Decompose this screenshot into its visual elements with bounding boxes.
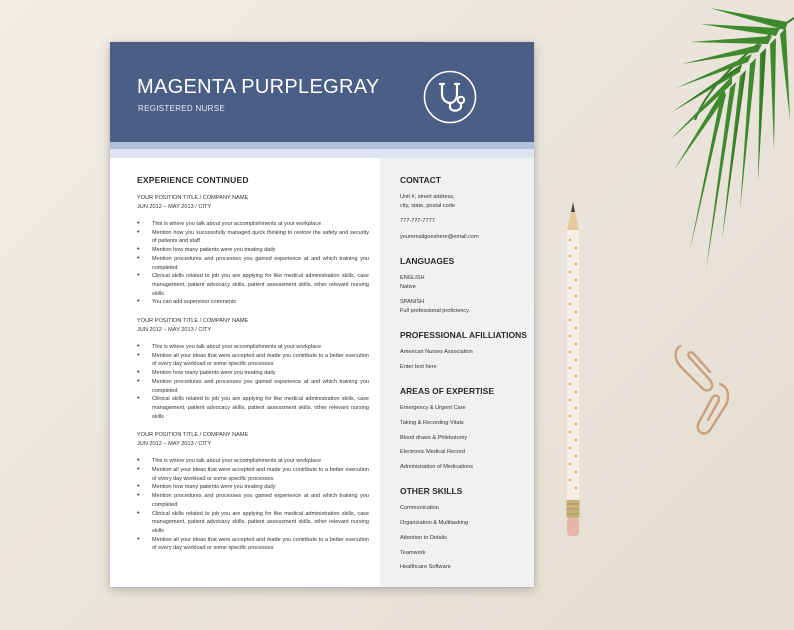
- job-title: YOUR POSITION TITLE / COMPANY NAME: [137, 195, 249, 201]
- experience-heading: EXPERIENCE CONTINUED: [137, 175, 249, 185]
- experience-section: [137, 175, 369, 563]
- candidate-name: MAGENTA PURPLEGRAY: [137, 76, 380, 98]
- paper-clip-image: [690, 378, 740, 440]
- job-bullet: • Mention how many patients were you treating daily: [137, 483, 369, 492]
- expertise-item: Administration of Medications: [400, 463, 474, 470]
- job-bullets: [137, 343, 369, 421]
- job-date: JUN 2012 – MAY 2013 / CITY: [137, 326, 212, 333]
- job-date: JUN 2012 – MAY 2013 / CITY: [137, 203, 212, 210]
- job-bullet: • Mention all your ideas that were accepted and made you contribute to a better execution of every day workload or some specific processes: [137, 536, 369, 553]
- skill-item: Attention to Details: [400, 534, 447, 541]
- email-address: youremailgoeshere@email.com: [400, 233, 479, 240]
- job-date: JUN 2012 – MAY 2013 / CITY: [137, 440, 212, 447]
- expertise-item: Emergency & Urgent Care: [400, 405, 466, 412]
- job-bullet: • Mention how many patients were you treating daily: [137, 369, 369, 378]
- skill-item: Organization & Multitasking: [400, 520, 469, 527]
- affiliations-heading: PROFESSIONAL AFILLIATIONS: [400, 330, 527, 340]
- other-skills-section: [400, 486, 528, 571]
- language-level: Full professional proficiency: [400, 307, 470, 314]
- expertise-item: Taking & Recording Vitals: [400, 419, 464, 426]
- language-level: Native: [400, 283, 416, 290]
- contact-section: [400, 175, 528, 241]
- job-bullet: • This is where you talk about your accomplishments at your workplace: [137, 457, 369, 466]
- language-name: SPANISH: [400, 299, 425, 305]
- job-bullets: [137, 457, 369, 553]
- job-title: YOUR POSITION TITLE / COMPANY NAME: [137, 318, 249, 325]
- job-bullet: • This is where you talk about your accomplishments at your workplace: [137, 343, 369, 352]
- affiliations-section: [400, 330, 528, 371]
- skill-item: Communication: [400, 505, 439, 512]
- job-bullet: • Mention all your ideas that were accepted and made you contribute to a better execution of every day workload or some specific processes: [137, 466, 369, 483]
- job-bullet: • Mention procedures and processes you gained experience at and which training you completed: [137, 255, 369, 272]
- contact-heading: CONTACT: [400, 175, 441, 185]
- affiliation-item: American Nurses Association: [400, 349, 473, 355]
- job-bullet: • Mention all your ideas that were accepted and made you contribute to a better execution of every day workload or some specific processes: [137, 352, 369, 369]
- language-name: ENGLISH: [400, 275, 425, 281]
- job-bullet: • Clinical skills related to job you are applying for like medical administration skills, case management, patient advocacy skills, patient assessment skills, other relevant nursing skills: [137, 510, 369, 536]
- sidebar: [400, 175, 528, 587]
- job-entry: [137, 431, 369, 553]
- job-bullets: [137, 220, 369, 307]
- job-entry: [137, 317, 369, 421]
- header-accent-stripe-light: [110, 149, 534, 158]
- job-title: YOUR POSITION TITLE / COMPANY NAME: [137, 432, 249, 439]
- address-line: city, state, postal code: [400, 202, 455, 209]
- job-bullet: • Mention procedures and processes you gained experience at and which training you completed: [137, 492, 369, 509]
- job-bullet: • Mention procedures and processes you gained experience at and which training you completed: [137, 378, 369, 395]
- other-skills-heading: OTHER SKILLS: [400, 486, 463, 497]
- header-accent-stripe: [110, 142, 534, 149]
- stethoscope-icon: [423, 70, 477, 124]
- job-bullet: • Mention how you successfully managed quick thinking to restore the safety and security of patients and staff: [137, 229, 369, 246]
- address-line: Unit #, street address,: [400, 194, 455, 200]
- job-entry: [137, 194, 369, 307]
- job-bullet: • Mention how many patients were you treating daily: [137, 246, 369, 255]
- skill-item: Teamwork: [400, 549, 426, 556]
- job-bullet: • Clinical skills related to job you are applying for like medical administration skills, case management, patient advocacy skills, patient assessment skills, other relevant nursing skills: [137, 272, 369, 298]
- pencil-image: [560, 200, 586, 545]
- job-bullet: • You can add supervisor comments: [137, 298, 369, 307]
- affiliation-item: Enter text here: [400, 363, 437, 370]
- phone-number: 777-777-7777: [400, 218, 435, 224]
- expertise-item: Electronic Medical Record: [400, 449, 465, 456]
- skill-item: Healthcare Software: [400, 564, 451, 571]
- expertise-item: Blood draws & Phlebotomy: [400, 434, 468, 441]
- languages-section: [400, 256, 528, 315]
- candidate-title: REGISTERED NURSE: [138, 104, 226, 113]
- job-bullet: • This is where you talk about your accomplishments at your workplace: [137, 220, 369, 229]
- languages-heading: LANGUAGES: [400, 256, 455, 266]
- expertise-section: [400, 386, 528, 471]
- job-bullet: • Clinical skills related to job you are applying for like medical administration skills, case management, patient advocacy skills, patient assessment skills, other relevant nursing skills: [137, 395, 369, 421]
- expertise-heading: AREAS OF EXPERTISE: [400, 386, 494, 397]
- palm-leaf-image: [590, 0, 794, 300]
- resume-page: [110, 42, 534, 587]
